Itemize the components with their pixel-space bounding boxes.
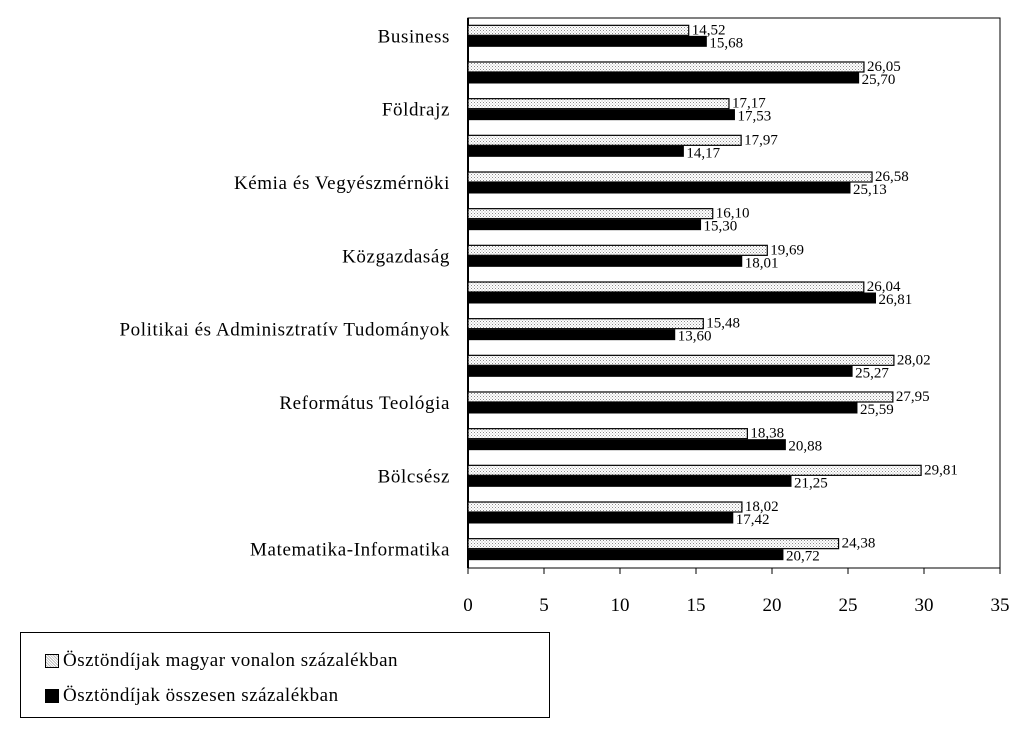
bar-osszesen	[468, 403, 857, 413]
data-label-osszesen: 20,72	[785, 548, 820, 565]
bar-magyar	[468, 209, 713, 219]
data-label-magyar: 17,17	[731, 95, 766, 112]
data-label-magyar: 26,05	[866, 59, 901, 75]
data-label-magyar: 29,81	[924, 462, 958, 479]
data-label-osszesen: 15,30	[703, 218, 738, 235]
bar-magyar	[468, 355, 894, 365]
data-label-magyar: 18,02	[744, 499, 779, 515]
x-tick-label: 25	[838, 595, 858, 616]
category-labels-group	[119, 26, 450, 560]
x-axis	[463, 568, 1009, 616]
category-label: Református Teológia	[279, 393, 450, 414]
bar-osszesen	[468, 36, 706, 46]
data-label-osszesen: 15,68	[709, 35, 744, 52]
data-label-magyar: 14,52	[691, 22, 726, 39]
bar-osszesen	[468, 220, 701, 230]
data-label-osszesen: 25,70	[861, 72, 896, 88]
bar-osszesen	[468, 476, 791, 486]
data-label-osszesen: 26,81	[878, 292, 913, 308]
legend-swatch-light-icon	[45, 654, 59, 668]
bar-magyar	[468, 429, 747, 439]
x-tick-label: 30	[914, 595, 934, 616]
data-label-osszesen: 25,13	[852, 182, 887, 198]
data-label-osszesen: 25,59	[859, 402, 894, 418]
x-tick-label: 20	[762, 595, 782, 616]
x-tick-label: 0	[463, 595, 473, 616]
bar-osszesen	[468, 366, 852, 376]
bars-group	[468, 25, 921, 559]
data-label-osszesen: 13,60	[677, 328, 712, 345]
data-label-magyar: 19,69	[770, 242, 805, 259]
data-label-magyar: 26,58	[875, 169, 909, 185]
bar-osszesen	[468, 183, 850, 193]
legend-label: Ösztöndíjak összesen százalékban	[63, 685, 339, 706]
bar-magyar	[468, 282, 864, 292]
category-label: Matematika-Informatika	[250, 539, 450, 561]
bar-osszesen	[468, 73, 859, 83]
bar-magyar	[468, 99, 729, 109]
category-label: Business	[377, 26, 450, 48]
bar-magyar	[468, 392, 893, 402]
legend	[20, 632, 550, 718]
x-tick-label: 5	[539, 595, 549, 616]
bar-osszesen	[468, 513, 733, 523]
legend-swatch-dark-icon	[45, 689, 59, 703]
bar-osszesen	[468, 293, 876, 303]
category-label: Közgazdaság	[342, 246, 450, 268]
bar-magyar	[468, 172, 872, 182]
data-label-magyar: 27,95	[895, 389, 930, 405]
x-tick-label: 10	[610, 595, 630, 616]
bar-osszesen	[468, 146, 683, 156]
data-label-osszesen: 14,17	[686, 145, 721, 162]
data-label-magyar: 18,38	[750, 425, 785, 442]
data-label-osszesen: 17,42	[735, 512, 770, 528]
data-label-osszesen: 18,01	[744, 255, 779, 272]
data-label-magyar: 15,48	[706, 315, 741, 332]
bar-osszesen	[468, 330, 675, 340]
data-label-magyar: 16,10	[715, 205, 750, 222]
x-tick-label: 35	[990, 595, 1010, 616]
bar-osszesen	[468, 440, 785, 450]
bar-magyar	[468, 62, 864, 72]
data-label-magyar: 26,04	[866, 279, 901, 295]
data-label-osszesen: 17,53	[737, 108, 772, 125]
bar-magyar	[468, 245, 767, 255]
category-label: Földrajz	[381, 99, 450, 121]
bar-magyar	[468, 502, 742, 512]
bar-magyar	[468, 25, 689, 35]
category-label: Kémia és Vegyészmérnöki	[233, 173, 450, 194]
bar-magyar	[468, 465, 921, 475]
data-label-osszesen: 20,88	[788, 438, 823, 455]
bar-magyar	[468, 319, 703, 329]
data-label-osszesen: 25,27	[855, 365, 889, 382]
bar-osszesen	[468, 256, 742, 266]
legend-item-osszesen	[45, 683, 339, 709]
bar-osszesen	[468, 110, 734, 120]
bar-osszesen	[468, 550, 783, 560]
category-label: Bölcsész	[377, 466, 450, 488]
data-label-magyar: 24,38	[841, 535, 876, 552]
bar-magyar	[468, 539, 839, 549]
legend-item-magyar	[45, 648, 398, 674]
category-label: Politikai és Adminisztratív Tudományok	[119, 319, 450, 341]
x-tick-label: 15	[686, 595, 706, 616]
legend-label: Ösztöndíjak magyar vonalon százalékban	[63, 650, 399, 671]
data-label-osszesen: 21,25	[794, 475, 828, 492]
bar-magyar	[468, 135, 741, 145]
data-label-magyar: 17,97	[744, 132, 778, 149]
data-label-magyar: 28,02	[896, 352, 931, 369]
